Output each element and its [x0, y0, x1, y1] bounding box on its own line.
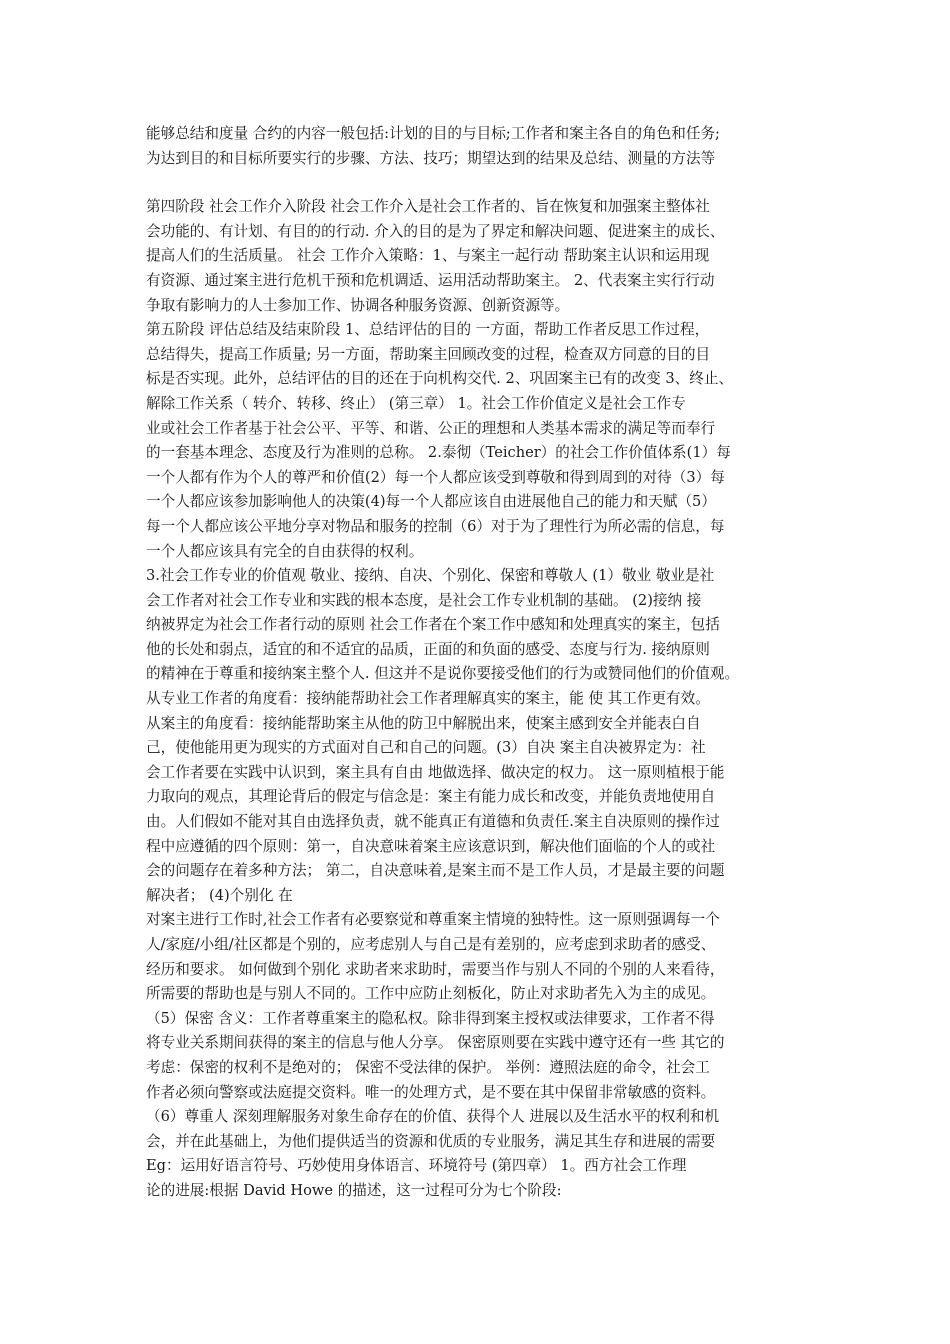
text-line: 会的问题存在着多种方法； 第二，自决意味着,是案主而不是工作人员，才是最主要的问题 [146, 862, 725, 880]
text-line: 己，使他能用更为现实的方式面对自己和自己的问题。(3）自决 案主自决被界定为：社 [146, 739, 706, 757]
text-line: Eg：运用好语言符号、巧妙使用身体语言、环境符号 (第四章） 1。西方社会工作理 [146, 1157, 687, 1175]
text-line: 解决者； (4)个别化 在 [146, 886, 293, 904]
text-line: 一个人都应该具有完全的自由获得的权利。 [146, 542, 424, 560]
text-line: 业或社会工作者基于社会公平、平等、和谐、公正的理想和人类基本需求的满足等而奉行 [146, 419, 716, 437]
text-line: 3.社会工作专业的价值观 敬业、接纳、自决、个别化、保密和尊敬人 (1）敬业 敬业是社 [146, 567, 715, 585]
text-line: 考虑：保密的权利不是绝对的； 保密不受法律的保护。 举例：遵照法庭的命令，社会工 [146, 1058, 710, 1076]
text-line: 作者必须向警察或法庭提交资料。唯一的处理方式，是不要在其中保留非常敏感的资料。 [146, 1083, 716, 1101]
text-line: 力取向的观点，其理论背后的假定与信念是：案主有能力成长和改变，并能负责地使用自 [146, 788, 716, 806]
text-line: 他的长处和弱点，适宜的和不适宜的品质，正面的和负面的感受、态度与行为. 接纳原则 [146, 640, 710, 658]
text-line: 解除工作关系（ 转介、转移、终止） (第三章） 1。社会工作价值定义是社会工作专 [146, 394, 686, 412]
text-line: 经历和要求。 如何做到个别化 求助者来求助时，需要当作与别人不同的个别的人来看待， [146, 960, 725, 978]
text-line: 提高人们的生活质量。 社会 工作介入策略：1、与案主一起行动 帮助案主认识和运用现 [146, 247, 710, 265]
text-line: 能够总结和度量 合约的内容一般包括:计划的目的与目标;工作者和案主各自的角色和任务; [146, 125, 720, 142]
text-line: 标是否实现。此外，总结评估的目的还在于向机构交代. 2、巩固案主已有的改变 3、终止、 [146, 370, 734, 388]
text-line: 由。人们假如不能对其自由选择负责，就不能真正有道德和负责任.案主自决原则的操作过 [146, 813, 720, 831]
text-line: 的精神在于尊重和接纳案主整个人. 但这并不是说你要接受他们的行为或赞同他们的价值观。 [146, 665, 740, 683]
text-line: 会工作者要在实践中认识到，案主具有自由 地做选择、做决定的权力。 这一原则植根于能 [146, 763, 725, 781]
text-line: 从案主的角度看：接纳能帮助案主从他的防卫中解脱出来，使案主感到安全并能表白自 [146, 714, 701, 732]
text-line: 会功能的、有计划、有目的的行动. 介入的目的是为了界定和解决问题、促进案主的成长、 [146, 222, 725, 240]
paragraph-gap [146, 171, 812, 195]
text-line: 会，并在此基础上，为他们提供适当的资源和优质的专业服务，满足其生存和进展的需要 [146, 1132, 716, 1150]
document-body [146, 122, 812, 1204]
text-line: 论的进展:根据 David Howe 的描述，这一过程可分为七个阶段: [146, 1181, 562, 1199]
text-line: 将专业关系期间获得的案主的信息与他人分享。 保密原则要在实践中遵守还有一些 其它的 [146, 1034, 725, 1052]
text-line: 一个人都应该参加影响他人的决策(4)每一个人都应该自由进展他自己的能力和天赋（5） [146, 493, 716, 511]
text-line: 每一个人都应该公平地分享对物品和服务的控制（6）对于为了理性行为所必需的信息，每 [146, 517, 725, 535]
text-line: 第五阶段 评估总结及结束阶段 1、总结评估的目的 一方面，帮助工作者反思工作过程， [146, 321, 710, 339]
text-line: （5）保密 含义：工作者尊重案主的隐私权。除非得到案主授权或法律要求，工作者不得 [146, 1009, 715, 1027]
text-line: 争取有影响力的人士参加工作、协调各种服务资源、创新资源等。 [146, 296, 570, 314]
text-line: 第四阶段 社会工作介入阶段 社会工作介入是社会工作者的、旨在恢复和加强案主整体社 [146, 198, 710, 216]
text-line: 一个人都有作为个人的尊严和价值(2）每一个人都应该受到尊敬和得到周到的对待（3）每 [146, 468, 725, 486]
text-line: 人/家庭/小组/社区都是个别的，应考虑别人与自己是有差别的，应考虑到求助者的感受、 [146, 936, 716, 953]
text-line: 纳被界定为社会工作者行动的原则 社会工作者在个案工作中感知和处理真实的案主，包括 [146, 616, 720, 634]
text-line: 有资源、通过案主进行危机干预和危机调适、运用活动帮助案主。 2、代表案主实行行动 [146, 271, 715, 289]
text-line: 从专业工作者的角度看：接纳能帮助社会工作者理解真实的案主，能 使 其工作更有效。 [146, 690, 710, 708]
text-line: 所需要的帮助也是与别人不同的。工作中应防止刻板化，防止对求助者先入为主的成见。 [146, 985, 716, 1003]
text-line: 对案主进行工作时,社会工作者有必要察觉和尊重案主情境的独特性。这一原则强调每一个 [146, 911, 720, 929]
text-line: 为达到目的和目标所要实行的步骤、方法、技巧；期望达到的结果及总结、测量的方法等 [146, 149, 716, 167]
text-line: 的一套基本理念、态度及行为准则的总称。 2.泰彻（Teicher）的社会工作价值体系(1）每 [146, 444, 731, 462]
text-line: 会工作者对社会工作专业和实践的根本态度，是社会工作专业机制的基础。 (2)接纳 接 [146, 591, 702, 609]
text-line: 总结得失，提高工作质量; 另一方面，帮助案主回顾改变的过程，检查双方同意的目的目 [146, 345, 711, 363]
text-line: （6）尊重人 深刻理解服务对象生命存在的价值、获得个人 进展以及生活水平的权利和机 [146, 1108, 720, 1126]
text-line: 程中应遵循的四个原则：第一，自决意味着案主应该意识到，解决他们面临的个人的或社 [146, 837, 716, 855]
